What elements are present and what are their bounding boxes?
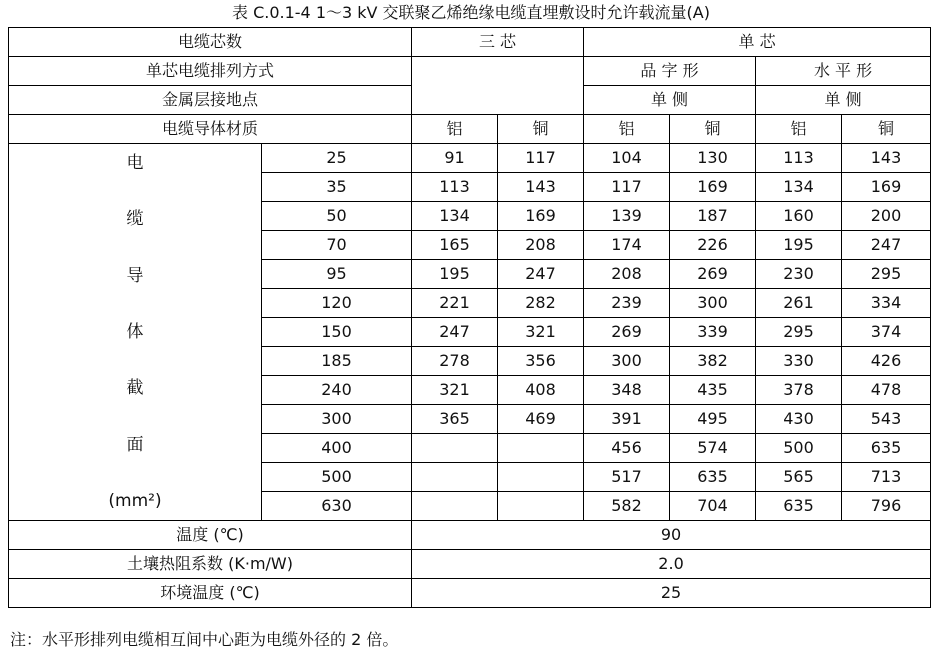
table-title: 表 C.0.1-4 1～3 kV 交联聚乙烯绝缘电缆直埋敷设时允许载流量(A) (231, 3, 710, 22)
ampacity-value: 169 (498, 202, 584, 231)
ampacity-value: 113 (412, 173, 498, 202)
ampacity-value (412, 492, 498, 521)
cross-section-size: 95 (262, 260, 412, 289)
ampacity-value: 295 (756, 318, 842, 347)
material-copper: 铜 (670, 115, 756, 144)
ampacity-value: 495 (670, 405, 756, 434)
ampacity-value: 169 (842, 173, 931, 202)
header-one-side-flat: 单 侧 (756, 86, 931, 115)
ampacity-value: 247 (842, 231, 931, 260)
cross-section-label-char: 面 (126, 434, 144, 455)
cross-section-size: 25 (262, 144, 412, 173)
ampacity-value: 174 (584, 231, 670, 260)
ampacity-table (8, 27, 931, 608)
cross-section-label-char: 缆 (126, 209, 144, 230)
ampacity-value: 500 (756, 434, 842, 463)
material-aluminum: 铝 (584, 115, 670, 144)
ampacity-value: 378 (756, 376, 842, 405)
material-copper: 铜 (498, 115, 584, 144)
ampacity-value: 435 (670, 376, 756, 405)
table-note: 注：水平形排列电缆相互间中心距为电缆外径的 2 倍。 (10, 630, 399, 649)
ampacity-value: 247 (498, 260, 584, 289)
ampacity-value: 574 (670, 434, 756, 463)
ampacity-value: 226 (670, 231, 756, 260)
ampacity-value: 300 (670, 289, 756, 318)
footer-row-soil-resistance (9, 550, 931, 579)
ampacity-value: 134 (756, 173, 842, 202)
ampacity-value: 117 (498, 144, 584, 173)
cross-section-size: 70 (262, 231, 412, 260)
header-conductor-material: 电缆导体材质 (9, 115, 412, 144)
ampacity-value: 334 (842, 289, 931, 318)
soil-resistance-label: 土壤热阻系数 (K·m/W) (9, 550, 412, 579)
cross-section-size: 630 (262, 492, 412, 521)
material-aluminum: 铝 (756, 115, 842, 144)
ampacity-value: 134 (412, 202, 498, 231)
ampacity-value: 321 (498, 318, 584, 347)
ampacity-value: 139 (584, 202, 670, 231)
cross-section-size: 150 (262, 318, 412, 347)
material-copper: 铜 (842, 115, 931, 144)
ampacity-value: 91 (412, 144, 498, 173)
ampacity-value: 130 (670, 144, 756, 173)
footer-row-temperature (9, 521, 931, 550)
table-row (9, 144, 931, 173)
cross-section-label-char: 体 (126, 321, 144, 342)
ampacity-value: 104 (584, 144, 670, 173)
ampacity-value: 582 (584, 492, 670, 521)
ampacity-value (498, 463, 584, 492)
header-row-arrangement (9, 57, 931, 86)
header-grounding: 金属层接地点 (9, 86, 412, 115)
soil-resistance-value: 2.0 (412, 550, 931, 579)
material-aluminum: 铝 (412, 115, 498, 144)
cross-section-size: 400 (262, 434, 412, 463)
cross-section-label (9, 144, 262, 521)
ampacity-value: 408 (498, 376, 584, 405)
ampacity-value: 113 (756, 144, 842, 173)
ampacity-value: 187 (670, 202, 756, 231)
ampacity-value: 713 (842, 463, 931, 492)
ampacity-value: 282 (498, 289, 584, 318)
ampacity-value: 247 (412, 318, 498, 347)
ampacity-value: 356 (498, 347, 584, 376)
header-three-core-blank (412, 57, 584, 115)
ampacity-value: 165 (412, 231, 498, 260)
header-one-side-trefoil: 单 侧 (584, 86, 756, 115)
ampacity-value: 295 (842, 260, 931, 289)
ampacity-value: 208 (584, 260, 670, 289)
ampacity-value: 365 (412, 405, 498, 434)
ampacity-value: 261 (756, 289, 842, 318)
ampacity-value: 330 (756, 347, 842, 376)
ambient-temperature-label: 环境温度 (℃) (9, 579, 412, 608)
ampacity-value: 382 (670, 347, 756, 376)
ampacity-value: 543 (842, 405, 931, 434)
header-core-count: 电缆芯数 (9, 28, 412, 57)
ampacity-value: 143 (498, 173, 584, 202)
cross-section-label-char: (mm²) (108, 490, 162, 511)
ampacity-value: 478 (842, 376, 931, 405)
cross-section-size: 185 (262, 347, 412, 376)
header-arrangement: 单芯电缆排列方式 (9, 57, 412, 86)
ampacity-value: 239 (584, 289, 670, 318)
cross-section-label-stack (9, 144, 261, 512)
temperature-value: 90 (412, 521, 931, 550)
ampacity-value: 348 (584, 376, 670, 405)
ampacity-value: 517 (584, 463, 670, 492)
header-three-core: 三 芯 (412, 28, 584, 57)
ampacity-value: 565 (756, 463, 842, 492)
cross-section-size: 500 (262, 463, 412, 492)
cross-section-size: 50 (262, 202, 412, 231)
ampacity-value: 269 (670, 260, 756, 289)
ampacity-value: 796 (842, 492, 931, 521)
ampacity-value: 321 (412, 376, 498, 405)
cross-section-label-char: 截 (126, 378, 144, 399)
ampacity-value: 143 (842, 144, 931, 173)
ampacity-value: 169 (670, 173, 756, 202)
ampacity-value: 426 (842, 347, 931, 376)
ampacity-value (412, 434, 498, 463)
temperature-label: 温度 (℃) (9, 521, 412, 550)
ampacity-value: 195 (412, 260, 498, 289)
ampacity-value: 635 (842, 434, 931, 463)
ampacity-value: 430 (756, 405, 842, 434)
ampacity-value: 469 (498, 405, 584, 434)
ampacity-value: 339 (670, 318, 756, 347)
ampacity-value: 300 (584, 347, 670, 376)
ambient-temperature-value: 25 (412, 579, 931, 608)
header-trefoil: 品 字 形 (584, 57, 756, 86)
cross-section-size: 300 (262, 405, 412, 434)
cross-section-size: 120 (262, 289, 412, 318)
ampacity-value: 374 (842, 318, 931, 347)
ampacity-value (412, 463, 498, 492)
ampacity-value (498, 492, 584, 521)
header-single-core: 单 芯 (584, 28, 931, 57)
cross-section-size: 240 (262, 376, 412, 405)
header-row-core-count (9, 28, 931, 57)
ampacity-value: 269 (584, 318, 670, 347)
header-flat: 水 平 形 (756, 57, 931, 86)
ampacity-value: 117 (584, 173, 670, 202)
ampacity-value: 704 (670, 492, 756, 521)
ampacity-value: 456 (584, 434, 670, 463)
ampacity-value: 391 (584, 405, 670, 434)
ampacity-value: 635 (670, 463, 756, 492)
ampacity-value: 160 (756, 202, 842, 231)
cross-section-size: 35 (262, 173, 412, 202)
cross-section-label-char: 导 (126, 265, 144, 286)
ampacity-value: 200 (842, 202, 931, 231)
cross-section-label-char: 电 (126, 153, 144, 173)
ampacity-value: 230 (756, 260, 842, 289)
ampacity-value: 195 (756, 231, 842, 260)
ampacity-value: 635 (756, 492, 842, 521)
ampacity-value: 221 (412, 289, 498, 318)
header-row-material (9, 115, 931, 144)
footer-row-ambient-temperature (9, 579, 931, 608)
ampacity-value: 208 (498, 231, 584, 260)
ampacity-value: 278 (412, 347, 498, 376)
ampacity-value (498, 434, 584, 463)
